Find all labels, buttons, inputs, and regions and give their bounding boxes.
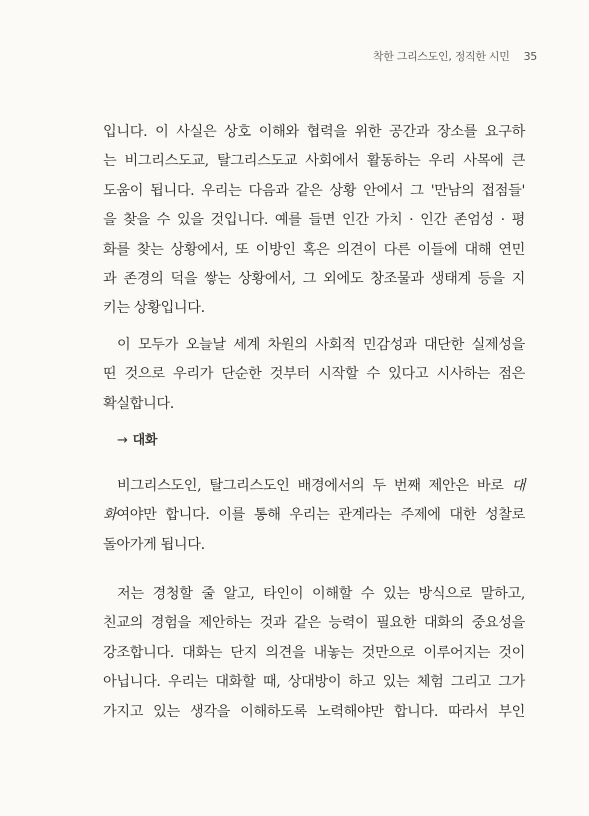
text-line: 는 비그리스도교, 탈그리스도교 사회에서 활동하는 우리 사목에 큰 [103, 153, 525, 170]
paragraph-4 [103, 580, 525, 727]
text-line: 키는 상황입니다. [103, 300, 205, 317]
emphasis-text: 화 [103, 507, 117, 524]
text-line: 띤 것으로 우리가 단순한 것부터 시작할 수 있다고 시사하는 점은 [103, 366, 525, 383]
text-line: 도움이 됩니다. 우리는 다음과 같은 상황 안에서 그 '만남의 접점들' [103, 182, 525, 199]
text-line [103, 472, 525, 501]
text-line: 이 모두가 오늘날 세계 차원의 사회적 민감성과 대단한 실제성을 [117, 337, 525, 353]
running-title: 착한 그리스도인, 정직한 시민 [372, 50, 510, 63]
text-line: 친교의 경험을 제안하는 것과 같은 능력이 필요한 대화의 중요성을 [103, 615, 525, 632]
text-line: 입니다. 이 사실은 상호 이해와 협력을 위한 공간과 장소를 요구하 [103, 124, 525, 140]
text-fragment: 비그리스도인, 탈그리스도인 배경에서의 두 번째 제안은 바로 [117, 478, 504, 494]
text-line: 강조합니다. 대화는 단지 의견을 내놓는 것만으로 이루어지는 것이 [103, 644, 525, 661]
text-line: 확실합니다. [103, 395, 174, 412]
section-heading [117, 429, 157, 448]
text-fragment: 여야만 합니다. 이를 통해 우리는 관계라는 주제에 대한 성찰로 [116, 507, 525, 524]
text-line: 을 찾을 수 있을 것입니다. 예를 들면 인간 가치 · 인간 존엄성 · 평 [103, 212, 525, 229]
text-line [103, 501, 525, 530]
arrow-icon: → [117, 433, 128, 448]
section-heading-text: 대화 [132, 433, 158, 448]
text-line: 가지고 있는 생각을 이해하도록 노력해야만 합니다. 따라서 부인 [103, 703, 525, 720]
text-line: 아닙니다. 우리는 대화할 때, 상대방이 하고 있는 체험 그리고 그가 [103, 674, 525, 691]
paragraph-2 [103, 331, 525, 419]
running-header [373, 48, 537, 64]
paragraph-1 [103, 118, 525, 324]
text-line: 저는 경청할 줄 알고, 타인이 이해할 수 있는 방식으로 말하고, [117, 586, 525, 602]
emphasis-text: 대 [511, 478, 525, 494]
page-number: 35 [523, 50, 537, 63]
text-line: 화를 찾는 상황에서, 또 이방인 혹은 의견이 다른 이들에 대해 연민 [103, 241, 525, 258]
text-line: 돌아가게 됩니다. [103, 536, 205, 553]
paragraph-3 [103, 472, 525, 560]
text-line: 과 존경의 덕을 쌓는 상황에서, 그 외에도 창조물과 생태계 등을 지 [103, 271, 525, 288]
